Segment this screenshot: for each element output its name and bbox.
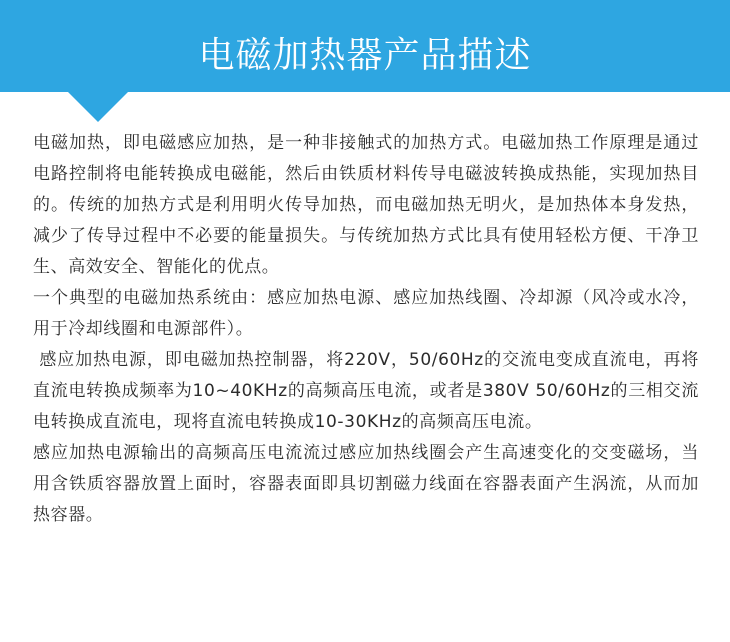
- paragraph-power-supply: 感应加热电源，即电磁加热控制器，将220V，50/60Hz的交流电变成直流电，再将直流电转换成频率为10~40KHz的高频高压电流，或者是380V 50/60Hz的三相交流电转换成直流电，现将直流电转换成10-30KHz的高频高压电流。: [33, 350, 699, 432]
- paragraph-system: 一个典型的电磁加热系统由：感应加热电源、感应加热线圈、冷却源（风冷或水冷，用于冷却线圈和电源部件）。: [33, 288, 699, 339]
- paragraph-heating-principle: 感应加热电源输出的高频高压电流流过感应加热线圈会产生高速变化的交变磁场，当用含铁质容器放置上面时，容器表面即具切割磁力线面在容器表面产生涡流，从而加热容器。: [33, 443, 699, 525]
- description-body: [33, 128, 699, 531]
- title-banner: [0, 0, 730, 92]
- paragraph-intro: 电磁加热，即电磁感应加热，是一种非接触式的加热方式。电磁加热工作原理是通过电路控制将电能转换成电磁能，然后由铁质材料传导电磁波转换成热能，实现加热目的。传统的加热方式是利用明火传导加热，而电磁加热无明火，是加热体本身发热，减少了传导过程中不必要的能量损失。与传统加热方式比具有使用轻松方便、干净卫生、高效安全、智能化的优点。: [33, 133, 699, 277]
- page-title: 电磁加热器产品描述: [198, 35, 532, 76]
- banner-pointer: [66, 90, 130, 122]
